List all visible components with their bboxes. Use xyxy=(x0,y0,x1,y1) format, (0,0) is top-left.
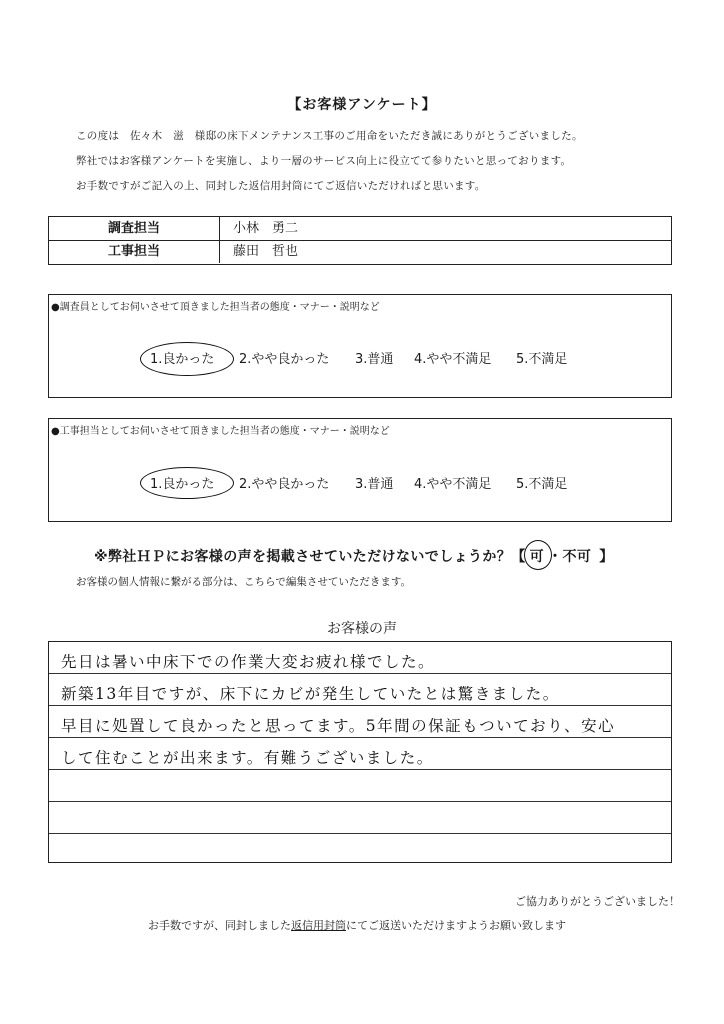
staff-table xyxy=(48,216,672,265)
return-instructions xyxy=(148,917,566,933)
return-envelope-text: 返信用封筒 xyxy=(291,919,346,932)
customer-voice-title: お客様の声 xyxy=(327,621,397,637)
intro-line-1: この度は 佐々木 滋 様邸の床下メンテナンス工事のご用命をいただき誠にありがとうございました。 xyxy=(76,130,583,142)
ruled-line xyxy=(49,737,671,738)
consent-bracket-close: 】 xyxy=(599,549,614,565)
hp-consent-question xyxy=(94,546,614,566)
consent-question-text: ※弊社ＨＰにお客様の声を掲載させていただけないでしょうか？ xyxy=(94,549,512,565)
ruled-line xyxy=(49,769,671,770)
customer-comment-line-3: 早目に処置して良かったと思ってます。5年間の保証もついており、安心 xyxy=(61,717,616,735)
question-1-text: ●調査員としてお伺いさせて頂きました担当者の態度・マナー・説明など xyxy=(51,302,380,313)
q2-option-2[interactable]: 2.やや良かった xyxy=(239,477,330,492)
work-staff-name: 藤田 哲也 xyxy=(233,244,299,259)
ruled-line xyxy=(49,801,671,802)
ruled-line xyxy=(49,833,671,834)
question-1-box xyxy=(48,294,672,398)
q1-option-1[interactable]: 1.良かった xyxy=(150,352,215,367)
work-staff-label: 工事担当 xyxy=(49,240,220,263)
consent-no-option[interactable]: 不可 xyxy=(562,549,592,565)
survey-staff-name: 小林 勇二 xyxy=(233,221,299,236)
survey-staff-label: 調査担当 xyxy=(49,217,220,240)
footer-text-pre: お手数ですが、同封しました xyxy=(148,919,291,932)
consent-yes-option[interactable] xyxy=(526,546,548,566)
consent-selected-circle xyxy=(524,540,552,570)
q2-option-4[interactable]: 4.やや不満足 xyxy=(414,477,492,492)
consent-note: お客様の個人情報に繋がる部分は、こちらで編集させていただきます。 xyxy=(76,576,412,588)
q1-option-4[interactable]: 4.やや不満足 xyxy=(414,352,492,367)
q1-option-3[interactable]: 3.普通 xyxy=(355,352,394,367)
work-staff-row xyxy=(49,240,671,263)
thanks-message: ご協力ありがとうございました！ xyxy=(515,895,680,908)
consent-bracket-open: 【 xyxy=(511,549,526,565)
question-2-box xyxy=(48,418,672,522)
survey-title: 【お客様アンケート】 xyxy=(287,97,437,113)
q2-option-1[interactable]: 1.良かった xyxy=(150,477,215,492)
customer-comment-line-4: して住むことが出来ます。有難うございました。 xyxy=(61,749,434,767)
intro-line-3: お手数ですがご記入の上、同封した返信用封筒にてご返信いただければと思います。 xyxy=(76,180,486,192)
consent-yes-label: 可 xyxy=(529,549,545,565)
question-2-text: ●工事担当としてお伺いさせて頂きました担当者の態度・マナー・説明など xyxy=(51,426,390,437)
ruled-line xyxy=(49,673,671,674)
footer-text-post: にてご返送いただけますようお願い致します xyxy=(346,919,566,932)
q1-option-2[interactable]: 2.やや良かった xyxy=(239,352,330,367)
q2-option-3[interactable]: 3.普通 xyxy=(355,477,394,492)
survey-staff-row xyxy=(49,217,671,241)
customer-voice-box xyxy=(48,641,672,863)
consent-separator: ・ xyxy=(548,549,563,565)
ruled-line xyxy=(49,705,671,706)
customer-comment-line-2: 新築13年目ですが、床下にカビが発生していたとは驚きました。 xyxy=(61,685,560,703)
intro-line-2: 弊社ではお客様アンケートを実施し、より一層のサービス向上に役立てて参りたいと思っております。 xyxy=(76,155,572,167)
customer-comment-line-1: 先日は暑い中床下での作業大変お疲れ様でした。 xyxy=(61,653,436,671)
q1-option-5[interactable]: 5.不満足 xyxy=(516,352,568,367)
q2-option-5[interactable]: 5.不満足 xyxy=(516,477,568,492)
